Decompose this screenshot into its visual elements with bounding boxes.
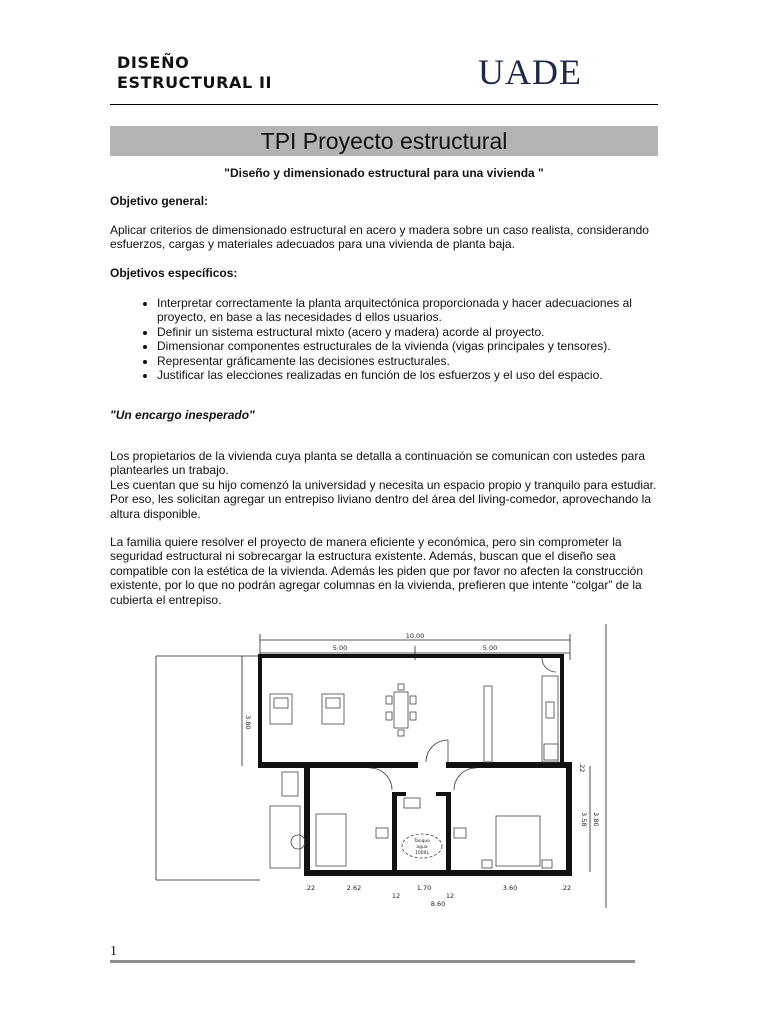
- objetivos-list: [110, 296, 658, 382]
- course-title-line2: ESTRUCTURAL II: [117, 73, 273, 92]
- dim-w1-label: .22: [304, 884, 316, 892]
- dim-right-a-label: 3.58: [580, 812, 588, 827]
- dim-bottom-total-label: 8.60: [430, 900, 446, 908]
- document-body: [110, 166, 658, 607]
- dim-right-label: 5.00: [482, 644, 498, 652]
- list-item: • Representar gráficamente las decisiones estructurales.: [157, 354, 658, 368]
- objetivo-general-text: Aplicar criterios de dimensionado estructural en acero y madera sobre un caso realista, considerando esfuerzos, cargas y materiales adecuados para una vivienda de planta baja.: [110, 222, 649, 252]
- dim-b2-label: 1.70: [416, 884, 432, 892]
- list-item: • Dimensionar componentes estructurales de la vivienda (vigas principales y tensores).: [157, 339, 658, 353]
- course-title-line1: DISEÑO: [117, 53, 190, 72]
- footer-divider: [110, 960, 635, 963]
- list-item: • Definir un sistema estructural mixto (acero y madera) acorde al proyecto.: [157, 325, 658, 339]
- dim-w3-label: 12: [445, 892, 455, 900]
- tank-label-line1: Tanque: [413, 839, 431, 844]
- dim-b1-label: 2.62: [346, 884, 362, 892]
- objetivo-general-heading: Objetivo general:: [110, 194, 209, 209]
- uade-logo: UADE: [478, 52, 582, 92]
- dim-right-b-label: 3.80: [592, 812, 600, 827]
- dim-left-label: 5.00: [332, 644, 348, 652]
- encargo-heading: "Un encargo inesperado": [110, 408, 255, 423]
- document-title: TPI Proyecto estructural: [260, 128, 508, 154]
- encargo-paragraph-1: Los propietarios de la vivienda cuya planta se detalla a continuación se comunican con ustedes para plantearles un trabajo.: [110, 448, 646, 478]
- dim-height-top-label: 3.80: [244, 715, 252, 730]
- floor-plan-drawing: [150, 620, 618, 912]
- dim-b3-label: 3.60: [502, 884, 518, 892]
- dim-right-c-label: .22: [578, 762, 586, 773]
- course-title: [117, 53, 272, 93]
- page-header: [110, 50, 658, 105]
- encargo-paragraph-3: La familia quiere resolver el proyecto de manera eficiente y económica, pero sin comprometer la seguridad estructural ni sobrecargar la estructura existente. Además, buscan que el diseño sea compatible con la estética de la vivienda. Además les piden que por favor no afecten la construcción existente, por lo que no podrán agregar columnas en la vivienda, prefieren que intente “colgar” de la cubierta el entrepiso.: [110, 534, 643, 607]
- objetivos-especificos-heading: Objetivos específicos:: [110, 265, 238, 280]
- tank-label-line3: 1000L: [415, 851, 429, 856]
- list-item: • Justificar las elecciones realizadas en función de los esfuerzos y el uso del espacio.: [157, 368, 658, 382]
- list-item: • Interpretar correctamente la planta arquitectónica proporcionada y hacer adecuaciones al proyecto, en base a las necesidades d ellos usuarios.: [157, 296, 658, 325]
- title-banner: [110, 126, 658, 156]
- document-subtitle: "Diseño y dimensionado estructural para una vivienda ": [224, 166, 544, 180]
- tank-label-line2: agua: [416, 845, 428, 850]
- encargo-paragraph-2: Les cuentan que su hijo comenzó la universidad y necesita un espacio propio y tranquilo para estudiar. Por eso, les solicitan agregar un entrepiso liviano dentro del área del living-comedor, aprovechando la altura disponible.: [110, 477, 657, 521]
- page-number: 1: [110, 944, 117, 959]
- dim-total-label: 10.00: [405, 632, 425, 640]
- dim-w4-label: .22: [560, 884, 572, 892]
- dim-w2-label: 12: [391, 892, 401, 900]
